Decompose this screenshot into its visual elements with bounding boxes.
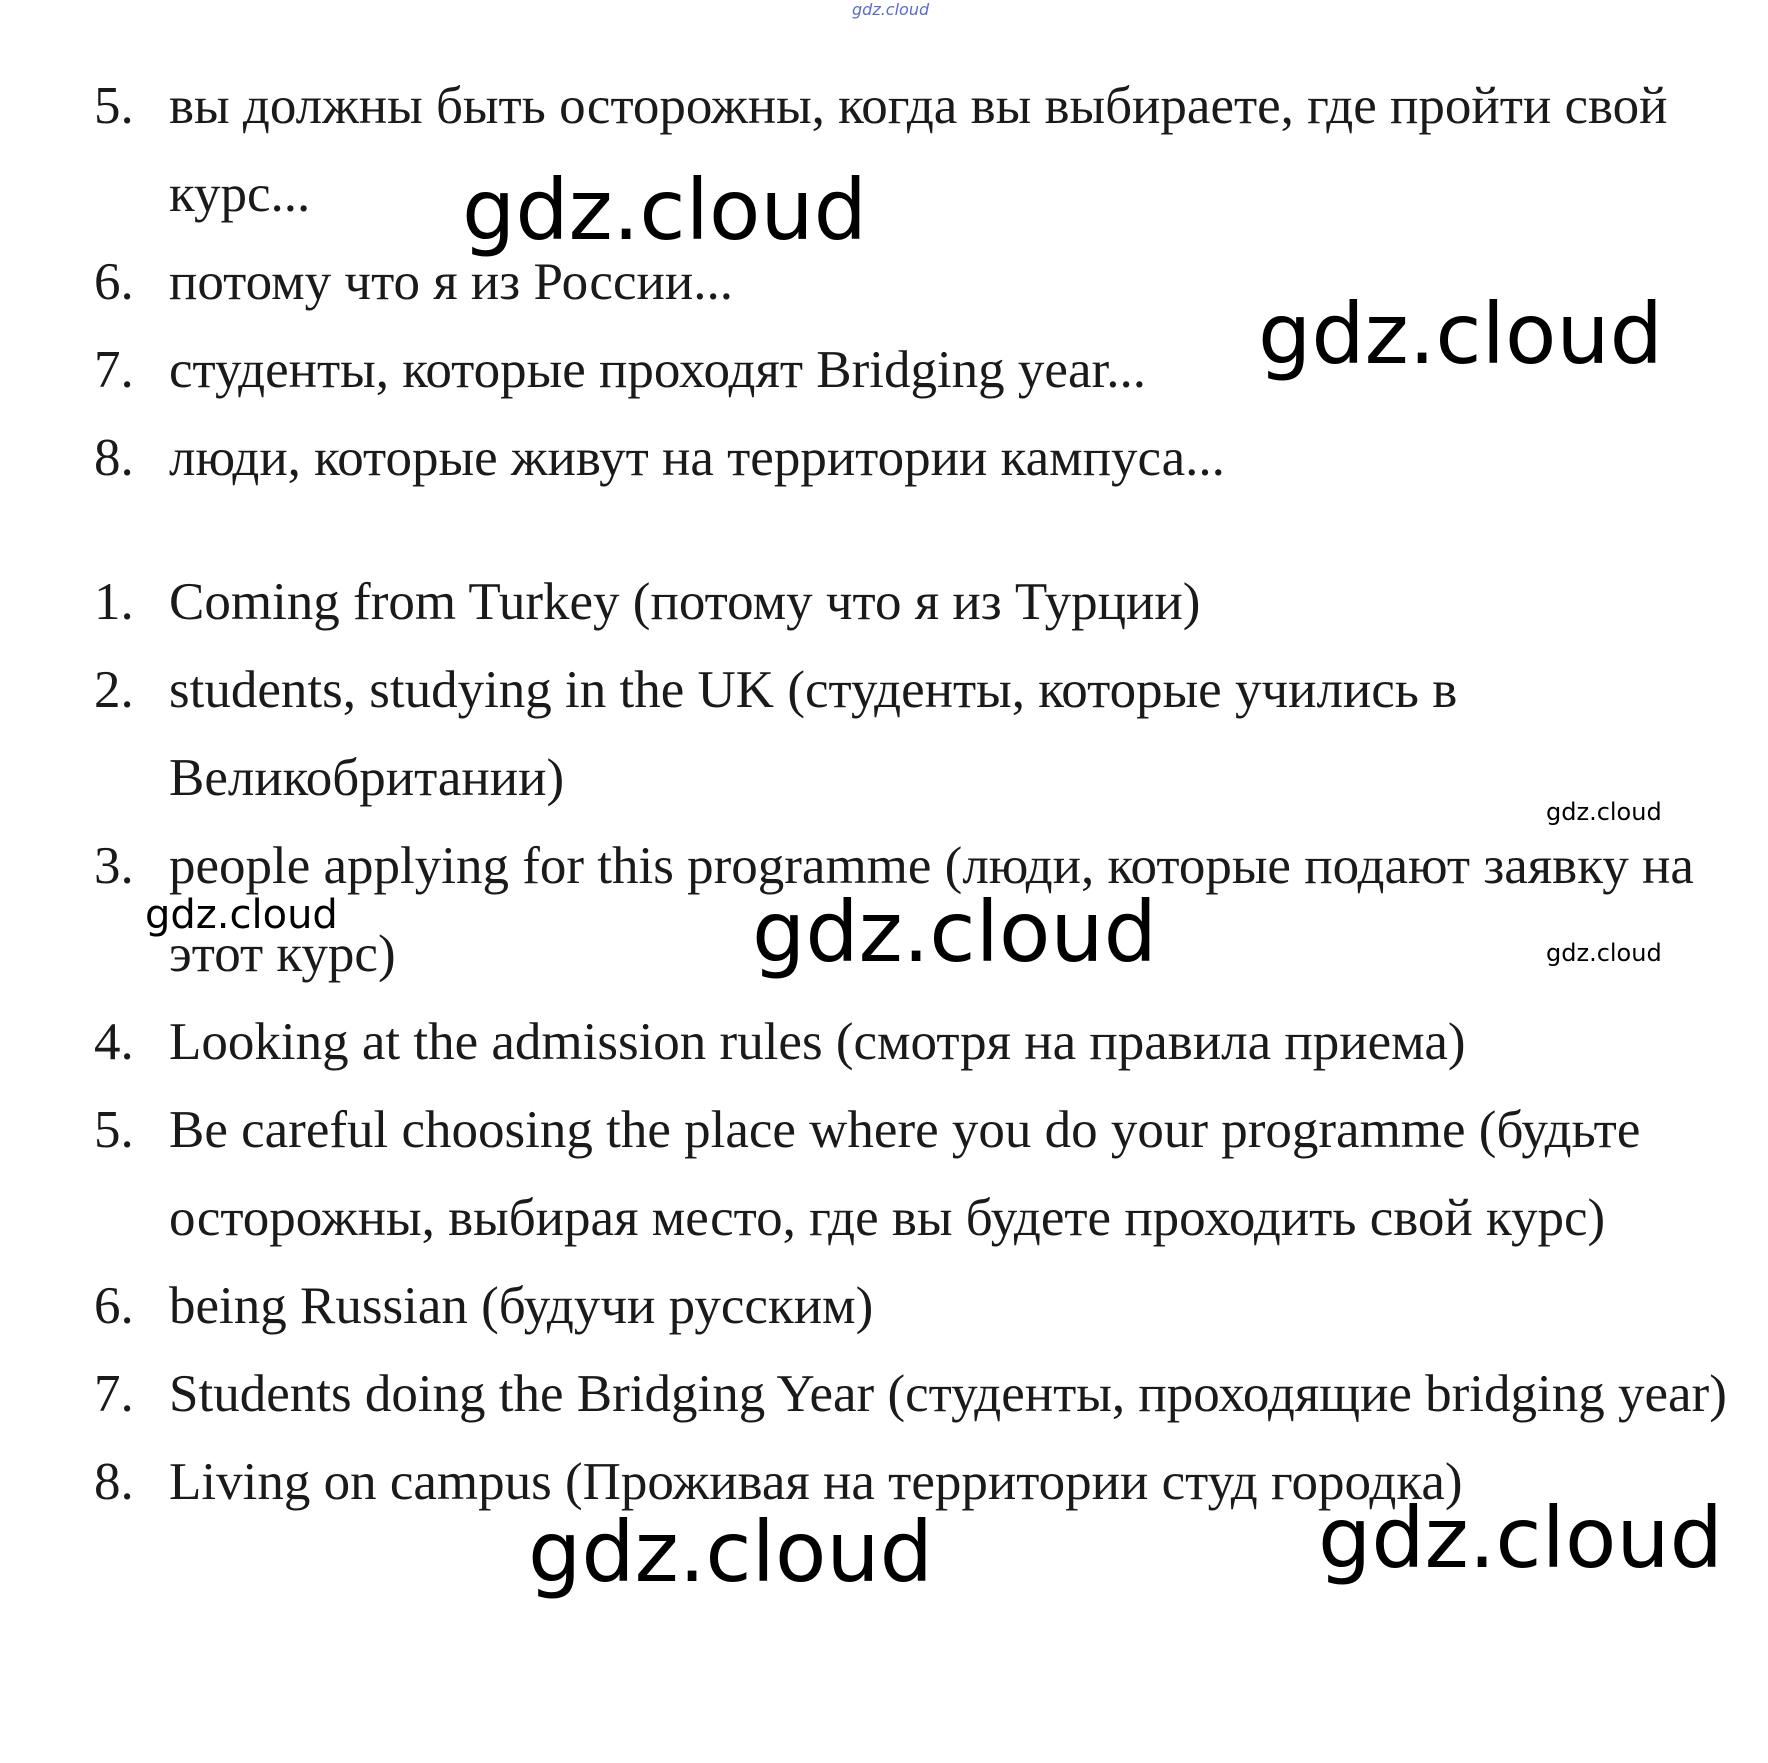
item-number: 5.: [94, 77, 134, 135]
item-text: студенты, которые проходят Bridging year...: [169, 341, 1146, 399]
watermark-large: gdz.cloud: [752, 883, 1157, 981]
item-number: 1.: [94, 573, 134, 631]
translation-list-russian: [0, 62, 1768, 502]
list-item: [0, 62, 1768, 238]
item-text: students, studying in the UK (студенты, которые учились в Великобритании): [169, 661, 1458, 807]
item-number: 6.: [94, 253, 134, 311]
list-item: [0, 1350, 1768, 1438]
item-text: being Russian (будучи русским): [169, 1277, 874, 1335]
item-text: Students doing the Bridging Year (студенты, проходящие bridging year): [169, 1365, 1727, 1423]
item-text: Living on campus (Проживая на территории студ городка): [169, 1453, 1463, 1511]
list-item: [0, 414, 1768, 502]
list-item: [0, 558, 1768, 646]
translation-list-english: [0, 558, 1768, 1526]
watermark-small: gdz.cloud: [1546, 939, 1662, 967]
watermark-large: gdz.cloud: [1258, 285, 1663, 383]
item-number: 7.: [94, 1365, 134, 1423]
watermark-small: gdz.cloud: [1546, 798, 1662, 826]
item-number: 4.: [94, 1013, 134, 1071]
watermark-large: gdz.cloud: [528, 1503, 933, 1601]
item-text: Looking at the admission rules (смотря на правила приема): [169, 1013, 1466, 1071]
list-item: [0, 646, 1768, 826]
item-number: 8.: [94, 429, 134, 487]
item-number: 2.: [94, 661, 134, 719]
watermark-large: gdz.cloud: [462, 161, 867, 259]
watermark-large: gdz.cloud: [1318, 1489, 1723, 1587]
watermark-top: gdz.cloud: [852, 0, 930, 19]
list-item: [0, 998, 1768, 1086]
item-text: потому что я из России...: [169, 253, 733, 311]
item-text: people applying for this programme (люди, которые подают заявку на этот курс): [169, 837, 1694, 983]
item-text: Coming from Turkey (потому что я из Турции): [169, 573, 1201, 631]
item-number: 8.: [94, 1453, 134, 1511]
list-item: [0, 1262, 1768, 1350]
item-text: люди, которые живут на территории кампуса...: [169, 429, 1225, 487]
item-number: 5.: [94, 1101, 134, 1159]
watermark-medium: gdz.cloud: [145, 892, 338, 938]
item-text: вы должны быть осторожны, когда вы выбираете, где пройти свой курс...: [169, 77, 1668, 223]
item-number: 6.: [94, 1277, 134, 1335]
list-item: [0, 1086, 1768, 1262]
item-number: 7.: [94, 341, 134, 399]
item-number: 3.: [94, 837, 134, 895]
item-text: Be careful choosing the place where you do your programme (будьте осторожны, выбирая место, где вы будете проходить свой курс): [169, 1101, 1641, 1247]
